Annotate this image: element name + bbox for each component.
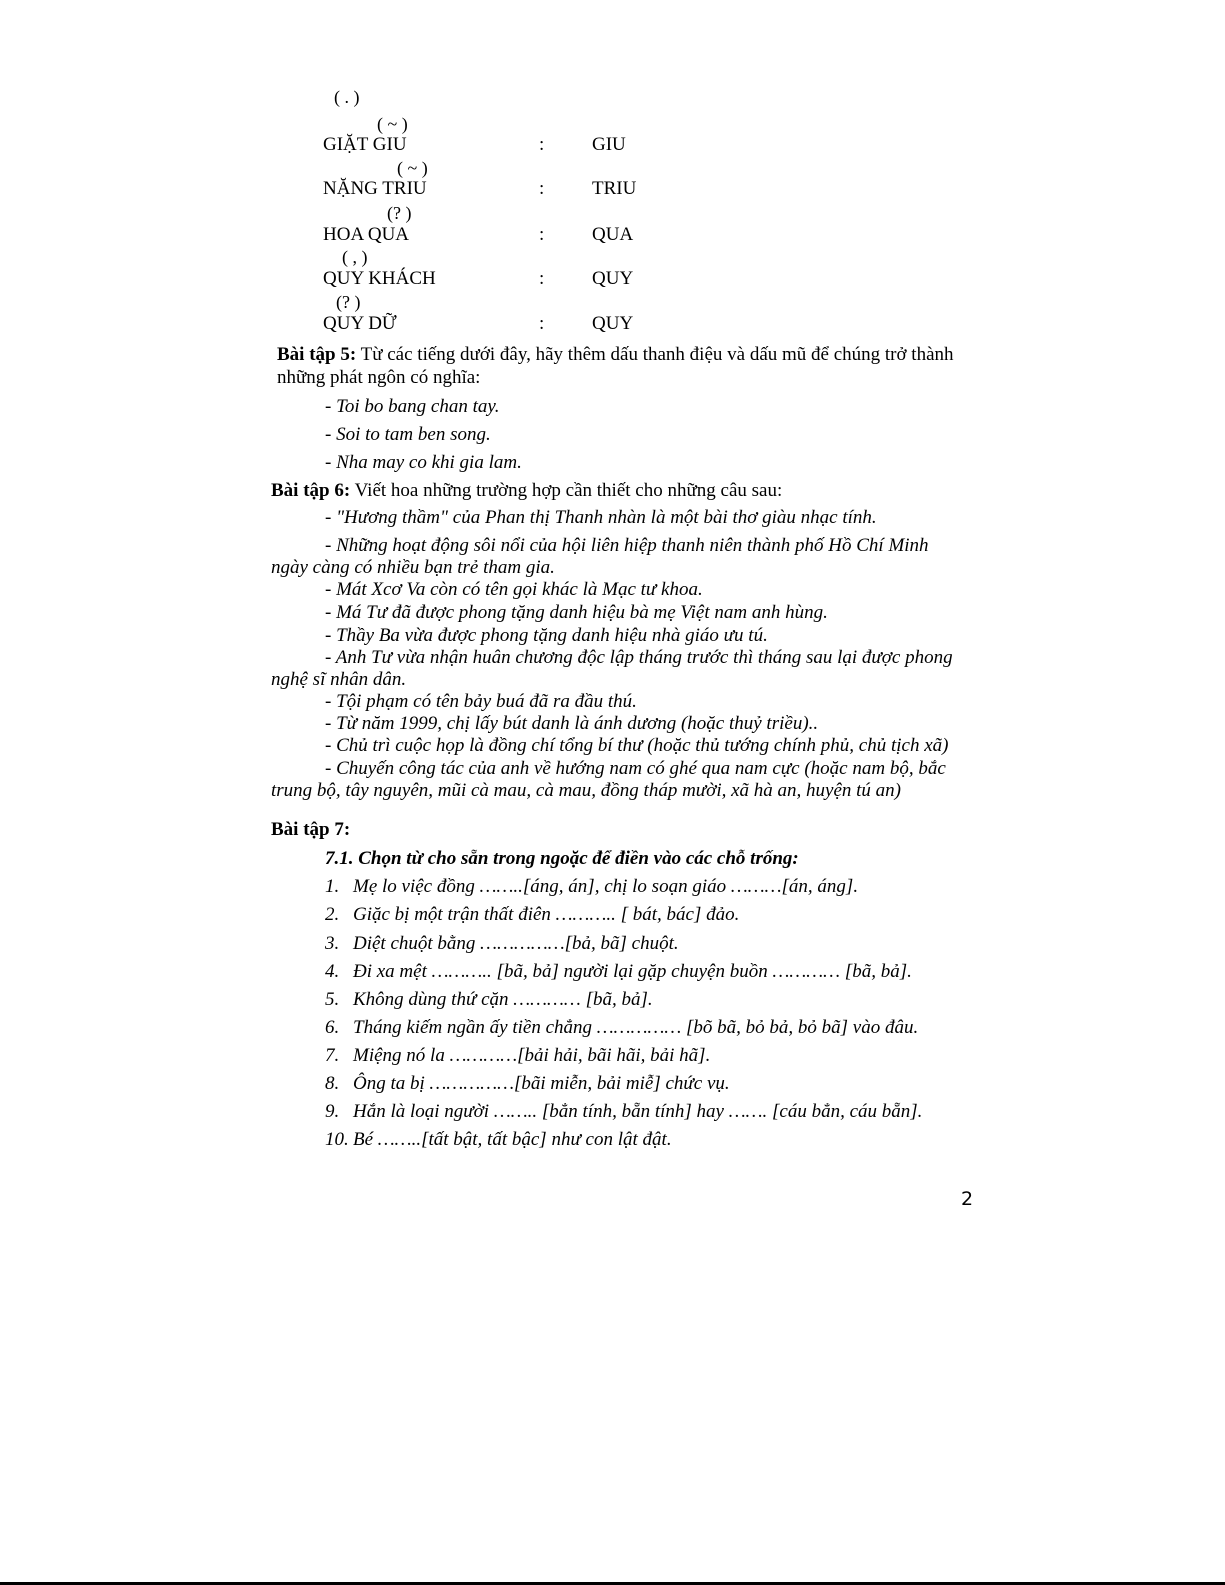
exercise-7-item — [325, 1073, 730, 1095]
tone-separator: : — [539, 224, 545, 245]
tone-result: QUY — [592, 313, 634, 334]
exercise-7-item — [325, 1045, 710, 1067]
item-number: 3. — [325, 933, 340, 954]
item-number: 2. — [325, 904, 340, 925]
exercise-7-item — [325, 1017, 918, 1039]
tone-mark: ( ~ ) — [377, 114, 408, 134]
tone-result: TRIU — [592, 178, 637, 199]
item-number: 7. — [325, 1045, 340, 1066]
item-text: Ông ta bị ……………[bãi miễn, bải miễ] chức vụ. — [353, 1073, 730, 1094]
exercise-6-text: Viết hoa những trường hợp cần thiết cho những câu sau: — [350, 480, 783, 501]
exercise-5-item: - Soi to tam ben song. — [325, 424, 491, 445]
exercise-6-sentence: - Má Tư đã được phong tặng danh hiệu bà mẹ Việt nam anh hùng. — [325, 602, 828, 623]
tone-word: GIẶT GIU — [323, 134, 407, 155]
exercise-7-subtitle: 7.1. Chọn từ cho sẵn trong ngoặc để điền vào các chỗ trống: — [325, 848, 799, 869]
exercise-6-sentence: - Từ năm 1999, chị lấy bút danh là ánh dương (hoặc thuỷ triều).. — [325, 713, 819, 734]
exercise-7-item — [325, 876, 858, 898]
exercise-5-label: Bài tập 5: — [277, 344, 357, 365]
item-text: Không dùng thứ cặn ………… [bã, bả]. — [353, 989, 653, 1010]
item-number: 6. — [325, 1017, 340, 1038]
tone-result: GIU — [592, 134, 626, 155]
exercise-6-sentence-cont: nghệ sĩ nhân dân. — [271, 669, 407, 690]
exercise-5-item: - Toi bo bang chan tay. — [325, 396, 500, 417]
tone-word: QUY DỮ — [323, 313, 397, 334]
item-text: Giặc bị một trận thất điên ……….. [ bát, bác] đảo. — [353, 904, 740, 925]
page-number: 2 — [961, 1188, 974, 1210]
exercise-6-label: Bài tập 6: — [271, 480, 351, 501]
exercise-6-sentence-cont: trung bộ, tây nguyên, mũi cà mau, cà mau, đồng tháp mười, xã hà an, huyện tú an) — [271, 780, 901, 801]
tone-result: QUY — [592, 268, 634, 289]
exercise-7-item — [325, 904, 739, 926]
exercise-7-item — [325, 961, 912, 983]
item-text: Đi xa mệt ……….. [bã, bả] người lại gặp chuyện buồn ………… [bã, bả]. — [353, 961, 912, 982]
exercise-7-item — [325, 1129, 672, 1151]
tone-separator: : — [539, 178, 545, 199]
item-text: Miệng nó la …………[bải hải, bãi hãi, bải hã]. — [353, 1045, 711, 1066]
item-number: 4. — [325, 961, 340, 982]
item-number: 10. — [325, 1129, 349, 1150]
exercise-6-sentence: - Mát Xcơ Va còn có tên gọi khác là Mạc tư khoa. — [325, 579, 703, 600]
exercise-7-item — [325, 1101, 922, 1123]
exercise-7-label: Bài tập 7: — [271, 819, 351, 840]
item-number: 1. — [325, 876, 340, 897]
tone-separator: : — [539, 313, 545, 334]
item-text: Bé ……..[tất bật, tất bậc] như con lật đật. — [353, 1129, 672, 1150]
tone-mark: (? ) — [336, 292, 361, 312]
exercise-5-item: - Nha may co khi gia lam. — [325, 452, 522, 473]
item-number: 9. — [325, 1101, 340, 1122]
tone-result: QUA — [592, 224, 634, 245]
exercise-5-text-cont: những phát ngôn có nghĩa: — [277, 367, 481, 388]
tone-word: HOA QUA — [323, 224, 410, 245]
exercise-6-sentence-cont: ngày càng có nhiều bạn trẻ tham gia. — [271, 557, 555, 578]
item-text: Hắn là loại người …….. [bẳn tính, bẵn tính] hay ……. [cáu bẳn, cáu bẵn]. — [353, 1101, 923, 1122]
exercise-6-sentence: - Thầy Ba vừa được phong tặng danh hiệu nhà giáo ưu tú. — [325, 625, 768, 646]
item-text: Mẹ lo việc đồng ……..[áng, án], chị lo soạn giáo ………[án, áng]. — [353, 876, 859, 897]
exercise-5-instruction — [277, 343, 977, 366]
exercise-7-item — [325, 989, 653, 1011]
exercise-6-sentence: - Chủ trì cuộc họp là đồng chí tổng bí thư (hoặc thủ tướng chính phủ, chủ tịch xã) — [325, 735, 949, 756]
tone-separator: : — [539, 268, 545, 289]
exercise-6-instruction — [271, 479, 782, 502]
exercise-5-text: Từ các tiếng dưới đây, hãy thêm dấu thanh điệu và dấu mũ để chúng trở thành — [356, 344, 954, 365]
tone-mark: ( , ) — [342, 247, 368, 267]
item-text: Tháng kiếm ngần ấy tiền chẳng …………… [bõ bã, bỏ bả, bỏ bã] vào đâu. — [353, 1017, 919, 1038]
tone-separator: : — [539, 134, 545, 155]
item-text: Diệt chuột bằng ……………[bả, bã] chuột. — [353, 933, 679, 954]
exercise-6-sentence: - Những hoạt động sôi nổi của hội liên hiệp thanh niên thành phố Hồ Chí Minh — [325, 535, 929, 556]
exercise-6-sentence: - Chuyến công tác của anh về hướng nam có ghé qua nam cực (hoặc nam bộ, bắc — [325, 758, 946, 779]
tone-word: NẶNG TRIU — [323, 178, 427, 199]
tone-word: QUY KHÁCH — [323, 268, 436, 289]
exercise-6-sentence: - Tội phạm có tên bảy buá đã ra đầu thú. — [325, 691, 637, 712]
tone-mark: ( ~ ) — [397, 158, 428, 178]
exercise-6-sentence: - "Hương thầm" của Phan thị Thanh nhàn là một bài thơ giàu nhạc tính. — [325, 507, 877, 528]
exercise-7-item — [325, 933, 679, 955]
exercise-6-sentence: - Anh Tư vừa nhận huân chương độc lập tháng trước thì tháng sau lại được phong — [325, 647, 953, 668]
item-number: 8. — [325, 1073, 340, 1094]
tone-mark: (? ) — [387, 203, 412, 223]
tone-mark: ( . ) — [334, 87, 360, 107]
item-number: 5. — [325, 989, 340, 1010]
